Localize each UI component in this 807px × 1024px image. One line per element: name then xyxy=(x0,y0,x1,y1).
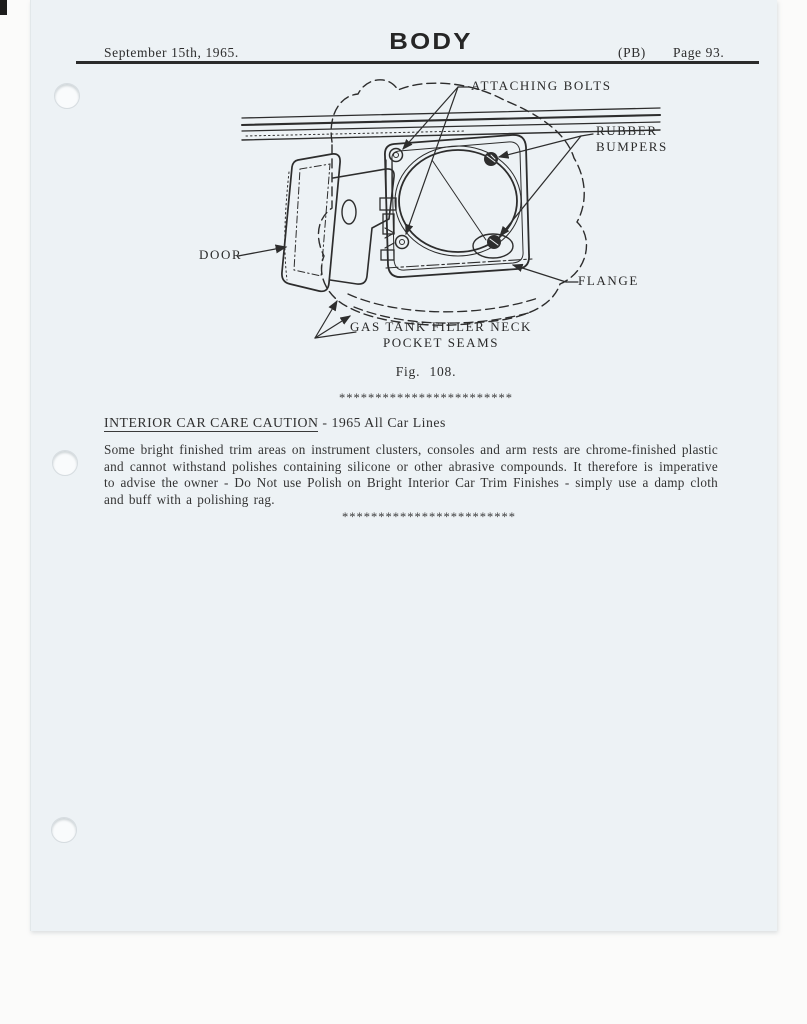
section-heading xyxy=(104,415,446,431)
asterisk-separator-top: ************************ xyxy=(339,391,513,405)
scan-corner-mark xyxy=(0,0,7,15)
label-bumpers: BUMPERS xyxy=(596,139,668,154)
label-pocket-seams-line: POCKET SEAMS xyxy=(382,335,500,350)
header-page-number: Page 93. xyxy=(673,45,725,60)
label-attaching-bolts: ATTACHING BOLTS xyxy=(471,78,612,93)
figure-caption: Fig. 108. xyxy=(395,364,457,379)
header-code: (PB) xyxy=(618,45,646,60)
page-title: BODY xyxy=(389,28,473,54)
diagram-strokes xyxy=(238,80,660,338)
header-date: September 15th, 1965. xyxy=(104,45,239,60)
punch-hole-middle xyxy=(52,450,78,476)
label-gas-tank-line: GAS TANK FILLER NECK xyxy=(349,319,533,334)
section-heading-underlined: INTERIOR CAR CARE CAUTION xyxy=(104,415,319,430)
document-page xyxy=(30,0,777,931)
section-paragraph: Some bright finished trim areas on instrument clusters, consoles and arm rests are chrome-finished plastic and cannot withstand polishes containing silicone or other abrasive compounds. It therefore is imperative to advise the owner - Do Not use Polish on Bright Interior Car Trim Finishes - simply use a damp cloth and buff with a polishing rag. xyxy=(104,442,718,507)
label-rubber: RUBBER xyxy=(596,123,658,138)
section-heading-suffix: - 1965 All Car Lines xyxy=(318,415,446,430)
punch-hole-top xyxy=(54,83,80,109)
punch-hole-bottom xyxy=(51,817,77,843)
header-rule xyxy=(76,61,759,64)
label-flange: FLANGE xyxy=(578,273,639,288)
label-door: DOOR xyxy=(199,247,243,262)
label-pocket-seams xyxy=(331,319,551,351)
asterisk-separator-bottom: ************************ xyxy=(342,510,516,524)
